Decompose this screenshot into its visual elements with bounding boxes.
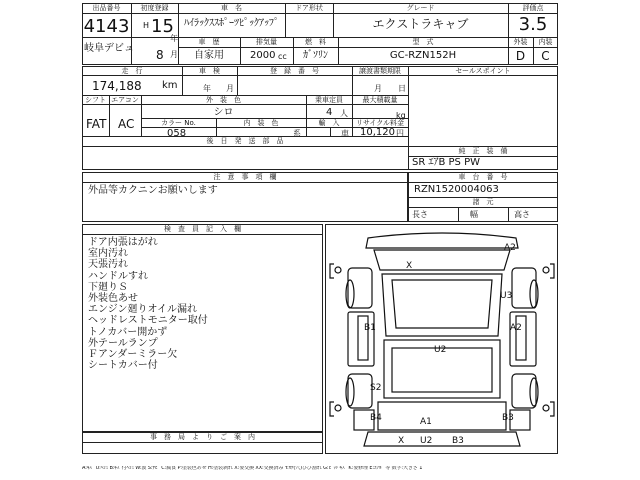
model: GC-RZN152H bbox=[389, 50, 457, 61]
capacity-label: 乗車定員 bbox=[315, 96, 343, 104]
lot-number: 4143 bbox=[83, 16, 130, 37]
mark-x-top: X bbox=[406, 261, 413, 271]
frame-no-label: 車 台 番 号 bbox=[458, 173, 508, 181]
inspector-item: ハンドルすれ bbox=[88, 270, 148, 282]
body-type: 自家用 bbox=[194, 50, 224, 61]
legend-footer: A:ｷｽﾞ U:ﾍｺﾐ B:ｷｽﾞ付ﾍｺﾐ W:波 S:ｻﾋﾞ C:腐食 P:塗装色あせ H:塗装剥れ X:要交換 XX:交換済み Y:ｶｹ(穴)ひび割れ G:ﾋﾟｯﾄ ｷｽﾞ K:要修理 E:ｴｸﾎﾞ 等 数字:大きさ 1 bbox=[82, 466, 423, 471]
inspector-item: 室内汚れ bbox=[88, 248, 128, 260]
displacement-label: 排気量 bbox=[256, 38, 277, 46]
import-value: 車 bbox=[341, 129, 349, 138]
mark-u2-bottom: U2 bbox=[420, 436, 433, 446]
change-date-label: 譲渡書類期限 bbox=[359, 67, 401, 75]
recycle-unit: 円 bbox=[396, 129, 404, 138]
color-unit: 系 bbox=[293, 129, 301, 138]
inspector-item: シートカバー付 bbox=[88, 360, 158, 372]
mark-s2: S2 bbox=[370, 383, 382, 393]
frame-no: RZN1520004063 bbox=[414, 184, 499, 195]
office-label: 事 務 局 よ り ご 案 内 bbox=[150, 433, 255, 441]
inspection-month: 月 bbox=[226, 84, 234, 93]
mark-x-bottom: X bbox=[398, 436, 405, 446]
grade-value: エクストラキャブ bbox=[372, 17, 469, 31]
reg-month: 8 bbox=[156, 48, 164, 62]
change-day: 日 bbox=[398, 84, 406, 93]
color-no-label: カラー No. bbox=[161, 119, 196, 127]
equipment-label: 純 正 装 備 bbox=[458, 147, 508, 155]
dimensions-label: 諸 元 bbox=[472, 198, 494, 206]
car-name: ﾊｲﾗｯｸｽｽﾎﾟｰﾂﾋﾟｯｸｱｯﾌﾟ bbox=[184, 18, 279, 29]
width-label: 幅 bbox=[470, 210, 478, 219]
mark-u2-center: U2 bbox=[434, 345, 447, 355]
notes-text: 外品等カクニンお願いします bbox=[88, 185, 218, 196]
mileage: 174,188 bbox=[92, 79, 142, 93]
height-label: 高さ bbox=[514, 210, 530, 219]
era: H bbox=[143, 21, 150, 30]
body-type-label: 車 歴 bbox=[198, 38, 220, 46]
color-label: 外 装 色 bbox=[206, 96, 241, 104]
color-no: 058 bbox=[167, 128, 187, 139]
inspector-item: 外テールランプ bbox=[88, 337, 158, 349]
mark-b4: B4 bbox=[370, 413, 382, 423]
displacement-unit: cc bbox=[278, 52, 287, 61]
shift-label: シフト bbox=[85, 96, 106, 104]
int-score: C bbox=[541, 49, 550, 63]
score-label: 評価点 bbox=[522, 4, 544, 12]
inspection-year: 年 bbox=[203, 84, 211, 93]
ac-label: エアコン bbox=[111, 96, 139, 104]
mark-b3-right: B3 bbox=[502, 413, 514, 423]
ext-score-label: 外装 bbox=[513, 38, 528, 46]
notes-label: 注 意 事 項 欄 bbox=[213, 173, 277, 181]
change-month: 月 bbox=[374, 84, 382, 93]
shift-value: FAT bbox=[86, 117, 107, 131]
import-label: 輸 入 bbox=[318, 119, 340, 127]
recycle-label: リサイクル料金 bbox=[355, 119, 405, 127]
inspector-item: Ｆアンダーミラー欠 bbox=[88, 349, 178, 360]
car-name-label: 車 名 bbox=[221, 4, 242, 12]
mark-a1: A1 bbox=[420, 417, 432, 427]
mark-a2-top: A2 bbox=[504, 243, 516, 253]
capacity-unit: 人 bbox=[340, 109, 348, 118]
car-diagram bbox=[328, 224, 557, 454]
load-unit: kg bbox=[396, 111, 406, 120]
mark-u3: U3 bbox=[500, 291, 513, 301]
reg-year: 15 bbox=[151, 16, 174, 37]
year-unit: 年 bbox=[170, 34, 178, 43]
ext-score: D bbox=[515, 49, 526, 63]
door-label: ドア形状 bbox=[295, 4, 323, 12]
grade-label: グレード bbox=[406, 4, 435, 12]
displacement: 2000 bbox=[250, 50, 276, 61]
score-value: 3.5 bbox=[518, 14, 548, 35]
car-outline bbox=[330, 233, 554, 446]
options-label: 後 日 発 送 部 品 bbox=[206, 137, 284, 145]
inspector-label: 検 査 員 記 入 欄 bbox=[164, 225, 241, 233]
mileage-unit: km bbox=[162, 80, 178, 91]
debut-label: 岐阜デビュ bbox=[84, 43, 134, 54]
inspector-item: ヘッドレストモニター取付 bbox=[88, 315, 208, 327]
model-label: 型 式 bbox=[412, 38, 434, 46]
recycle-value: 10,120 bbox=[360, 127, 395, 138]
inspector-item: 下廻りＳ bbox=[88, 281, 128, 293]
color-value: シロ bbox=[213, 107, 234, 118]
mark-b3-bottom: B3 bbox=[452, 436, 464, 446]
load-label: 最大積載量 bbox=[362, 96, 398, 104]
inspector-item: トノカバー開かず bbox=[88, 326, 168, 338]
int-score-label: 内装 bbox=[538, 38, 553, 46]
lot-no-label: 出品番号 bbox=[92, 4, 121, 12]
first-reg-label: 初度登録 bbox=[140, 4, 169, 12]
mark-b1: B1 bbox=[364, 323, 376, 333]
equipment-value: SR ｴｱB PS PW bbox=[412, 157, 480, 168]
inspector-item: ドア内張はがれ bbox=[88, 237, 158, 248]
month-unit: 月 bbox=[170, 50, 178, 59]
capacity-value: 4 bbox=[326, 107, 333, 118]
inspector-item: 天張汚れ bbox=[88, 259, 128, 271]
inspector-item: 外装色あせ bbox=[88, 293, 138, 304]
ac-value: AC bbox=[118, 117, 135, 131]
fuel: ｶﾞｿﾘﾝ bbox=[303, 50, 328, 61]
mark-a2-right: A2 bbox=[510, 323, 522, 333]
inspector-item: エンジン廻りオイル漏れ bbox=[88, 304, 197, 316]
interior-color-label: 内 装 色 bbox=[243, 119, 279, 127]
inspection-label: 車 検 bbox=[199, 67, 220, 75]
length-label: 長さ bbox=[412, 210, 428, 219]
mileage-label: 走 行 bbox=[121, 67, 143, 75]
reg-no-label: 登 録 番 号 bbox=[270, 67, 319, 75]
fuel-label: 燃 料 bbox=[305, 38, 326, 46]
sales-point-label: セールスポイント bbox=[455, 67, 511, 75]
